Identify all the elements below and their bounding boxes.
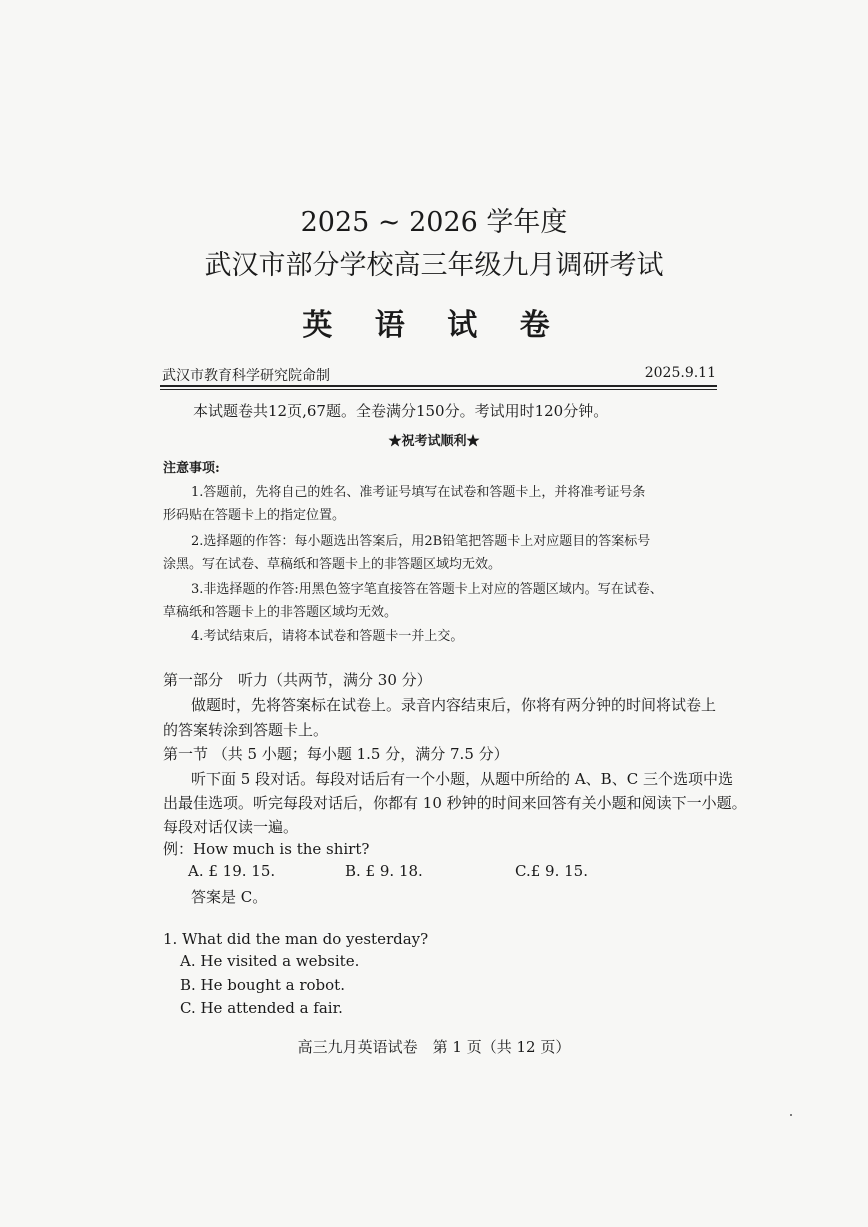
page-footer: 高三九月英语试卷 第 1 页（共 12 页） xyxy=(297,1038,571,1056)
example-option-a: A. £ 19. 15. xyxy=(188,862,276,880)
section1-heading: 第一节 （共 5 小题；每小题 1.5 分，满分 7.5 分） xyxy=(163,745,509,763)
header-rule-thick xyxy=(160,385,717,387)
exam-date: 2025.9.11 xyxy=(644,365,716,381)
note-2-line-1: 2.选择题的作答：每小题选出答案后，用2B铅笔把答题卡上对应题目的答案标号 xyxy=(191,534,651,549)
note-1-line-1: 1.答题前，先将自己的姓名、准考证号填写在试卷和答题卡上，并将准考证号条 xyxy=(191,485,646,500)
example-answer: 答案是 C。 xyxy=(191,888,268,906)
note-3-line-1: 3.非选择题的作答:用黑色签字笔直接答在答题卡上对应的答题区域内。写在试卷、 xyxy=(191,582,663,597)
issuer: 武汉市教育科学研究院命制 xyxy=(162,368,330,384)
example-option-b: B. £ 9. 18. xyxy=(345,862,423,880)
school-year: 2025 ~ 2026 学年度 xyxy=(300,207,568,238)
part1-heading: 第一部分 听力（共两节，满分 30 分） xyxy=(163,671,432,689)
good-luck-wish: ★祝考试顺利★ xyxy=(388,434,480,449)
note-4-line-1: 4.考试结束后，请将本试卷和答题卡一并上交。 xyxy=(191,629,464,644)
exam-title: 武汉市部分学校高三年级九月调研考试 xyxy=(204,250,664,281)
notes-heading: 注意事项: xyxy=(163,461,220,476)
question-1-option-c: C. He attended a fair. xyxy=(180,999,343,1017)
section1-line-1: 听下面 5 段对话。每段对话后有一个小题，从题中所给的 A、B、C 三个选项中选 xyxy=(191,770,733,788)
note-2-line-2: 涂黑。写在试卷、草稿纸和答题卡上的非答题区域均无效。 xyxy=(163,557,502,572)
note-1-line-2: 形码贴在答题卡上的指定位置。 xyxy=(163,508,346,523)
section1-line-3: 每段对话仅读一遍。 xyxy=(163,818,299,836)
section1-line-2: 出最佳选项。听完每段对话后，你都有 10 秒钟的时间来回答有关小题和阅读下一小题。 xyxy=(163,794,747,812)
header-rule-thin xyxy=(160,389,717,390)
part1-instruction-line-1: 做题时，先将答案标在试卷上。录音内容结束后，你将有两分钟的时间将试卷上 xyxy=(191,696,717,714)
part1-instruction-line-2: 的答案转涂到答题卡上。 xyxy=(163,721,329,739)
question-1-option-a: A. He visited a website. xyxy=(180,952,360,970)
example-option-c: C.£ 9. 15. xyxy=(515,862,588,880)
question-1-option-b: B. He bought a robot. xyxy=(180,976,345,994)
subject-title: 英 语 试 卷 xyxy=(302,308,566,343)
question-1: 1. What did the man do yesterday? xyxy=(163,930,429,948)
note-3-line-2: 草稿纸和答题卡上的非答题区域均无效。 xyxy=(163,605,398,620)
example-question: 例：How much is the shirt? xyxy=(163,840,370,858)
scan-speck xyxy=(790,1114,792,1116)
exam-summary: 本试题卷共12页,67题。全卷满分150分。考试用时120分钟。 xyxy=(193,402,609,420)
